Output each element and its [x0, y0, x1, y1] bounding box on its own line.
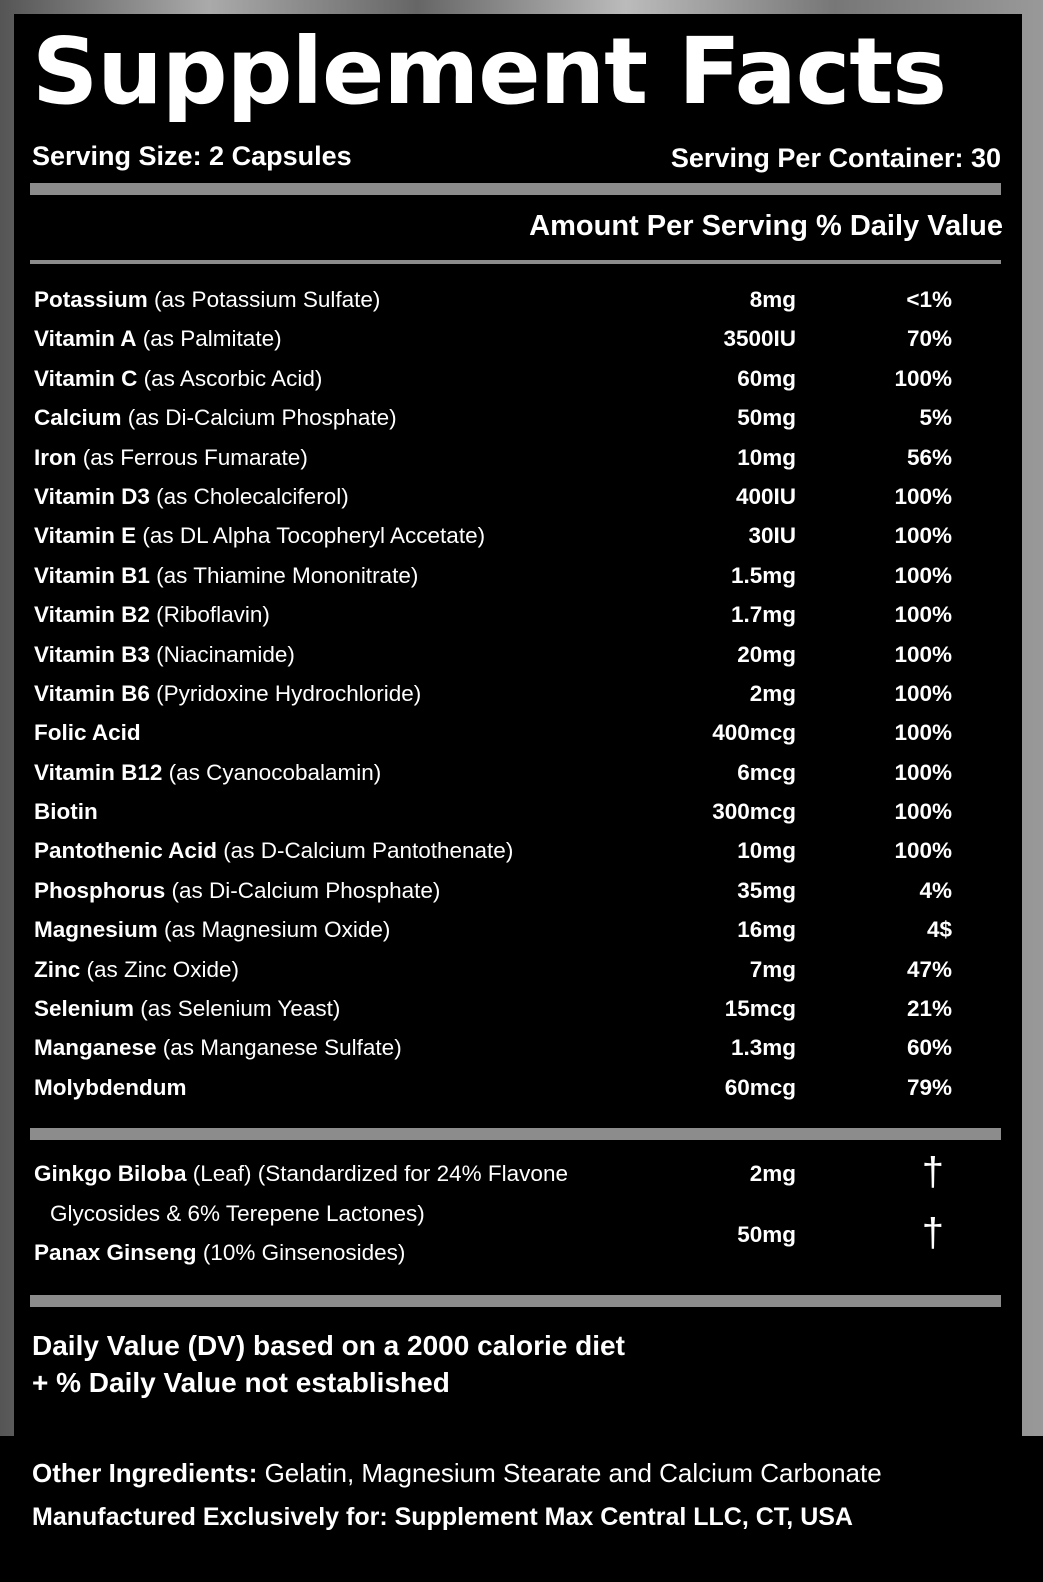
nutrient-amount: 1.3mg — [730, 1035, 796, 1061]
nutrient-amount: 1.7mg — [730, 602, 796, 628]
nutrient-name: Vitamin B12 — [34, 759, 163, 785]
label-title: Supplement Facts — [32, 18, 946, 125]
herb-section — [34, 1150, 974, 1276]
nutrient-name: Potassium — [34, 287, 148, 312]
manufacturer-line: Manufactured Exclusively for: Supplement Max Central LLC, CT, USA — [32, 1503, 853, 1531]
nutrient-daily-value: 5% — [919, 405, 952, 431]
nutrient-daily-value: 100% — [894, 641, 952, 667]
nutrient-daily-value: 100% — [894, 523, 952, 549]
nutrient-row — [34, 1028, 974, 1067]
nutrient-daily-value: 56% — [906, 444, 952, 470]
nutrient-amount: 300mcg — [712, 799, 796, 825]
nutrient-row — [34, 359, 974, 398]
nutrient-name: Vitamin C — [34, 365, 138, 391]
other-ingredients-value: Gelatin, Magnesium Stearate and Calcium Carbonate — [257, 1458, 882, 1488]
nutrient-row — [34, 398, 974, 437]
nutrient-daily-value: 79% — [906, 1074, 952, 1100]
nutrient-amount: 16mg — [737, 917, 796, 943]
nutrient-row — [34, 713, 974, 752]
nutrient-desc: (Niacinamide) — [149, 641, 295, 667]
nutrient-daily-value: 100% — [894, 799, 952, 825]
herb-name: Panax Ginseng — [34, 1240, 197, 1265]
nutrient-amount: 10mg — [737, 838, 796, 864]
nutrient-amount: 2mg — [749, 680, 796, 706]
nutrient-amount: 30IU — [748, 523, 796, 549]
nutrient-name: Manganese — [34, 1035, 157, 1061]
nutrient-amount: 400mcg — [712, 720, 796, 746]
nutrient-daily-value: 47% — [906, 956, 952, 982]
nutrient-name: Vitamin D3 — [34, 483, 150, 509]
daily-value-footnote: Daily Value (DV) based on a 2000 calorie diet — [32, 1330, 625, 1361]
nutrient-name: Vitamin B6 — [34, 680, 150, 706]
serving-size: Serving Size: 2 Capsules — [32, 141, 352, 171]
nutrient-daily-value: 100% — [894, 562, 952, 588]
dagger-mark: † — [921, 1211, 944, 1255]
nutrient-name: Folic Acid — [34, 720, 141, 746]
divider-thick — [30, 183, 1001, 195]
nutrient-row — [34, 595, 974, 634]
nutrient-daily-value: 4$ — [926, 917, 952, 943]
nutrient-desc: (as Cyanocobalamin) — [162, 759, 382, 785]
nutrient-name: Iron — [34, 444, 77, 470]
nutrient-row — [34, 989, 974, 1028]
nutrient-amount: 10mg — [737, 444, 796, 470]
nutrient-amount: 35mg — [737, 877, 796, 903]
nutrient-desc: (as Ferrous Fumarate) — [76, 444, 308, 470]
herb-desc: (Leaf) (Standardized for 24% Flavone — [186, 1161, 568, 1186]
nutrient-desc: (as Ascorbic Acid) — [137, 365, 323, 391]
nutrient-amount: 20mg — [737, 641, 796, 667]
nutrient-name: Selenium — [34, 996, 135, 1022]
divider-thick — [30, 1128, 1001, 1140]
nutrient-name: Vitamin B3 — [34, 641, 150, 667]
nutrient-name: Molybdendum — [34, 1074, 187, 1100]
nutrient-desc: (as Magnesium Oxide) — [157, 917, 391, 943]
nutrient-row — [34, 516, 974, 555]
nutrient-desc: (as Di-Calcium Phosphate) — [121, 405, 397, 431]
nutrient-amount: 3500IU — [723, 326, 796, 352]
herb-row-ginkgo — [34, 1161, 568, 1187]
nutrient-name: Vitamin B1 — [34, 562, 150, 588]
nutrient-amount: 60mg — [737, 365, 796, 391]
herb-amount: 50mg — [737, 1222, 796, 1247]
herb-name: Ginkgo Biloba — [34, 1161, 187, 1186]
nutrient-row — [34, 674, 974, 713]
nutrient-name: Vitamin A — [34, 326, 137, 352]
nutrient-row — [34, 792, 974, 831]
nutrient-daily-value: 100% — [894, 483, 952, 509]
nutrient-desc: (as DL Alpha Tocopheryl Accetate) — [136, 523, 486, 549]
nutrient-desc: (as Di-Calcium Phosphate) — [165, 877, 441, 903]
nutrient-row — [34, 871, 974, 910]
nutrient-amount: 50mg — [737, 405, 796, 431]
nutrient-name: Calcium — [34, 405, 122, 431]
nutrient-name: Pantothenic Acid — [34, 838, 217, 864]
nutrient-row — [34, 556, 974, 595]
divider-thin — [30, 260, 1001, 264]
nutrient-daily-value: <1% — [906, 287, 952, 312]
nutrient-desc: (Riboflavin) — [149, 602, 270, 628]
herb-desc: (10% Ginsenosides) — [196, 1240, 406, 1265]
nutrient-row — [34, 319, 974, 358]
nutrient-row — [34, 477, 974, 516]
nutrient-daily-value: 100% — [894, 838, 952, 864]
nutrient-daily-value: 100% — [894, 759, 952, 785]
herb-row-ginseng — [34, 1240, 405, 1266]
servings-per-container: Serving Per Container: 30 — [670, 143, 1001, 173]
nutrient-desc: (as Manganese Sulfate) — [156, 1035, 402, 1061]
nutrient-row — [34, 831, 974, 870]
nutrient-amount: 1.5mg — [730, 562, 796, 588]
nutrient-daily-value: 21% — [906, 996, 952, 1022]
nutrient-desc: (as Selenium Yeast) — [134, 996, 341, 1022]
herb-desc-continued: Glycosides & 6% Terepene Lactones) — [50, 1201, 425, 1226]
nutrient-row — [34, 438, 974, 477]
divider-thick — [30, 1295, 1001, 1307]
other-ingredients-label: Other Ingredients: — [32, 1458, 258, 1488]
nutrient-row — [34, 1068, 974, 1107]
nutrient-daily-value: 100% — [894, 365, 952, 391]
other-ingredients — [32, 1458, 882, 1489]
amount-header: Amount Per Serving % Daily Value — [529, 210, 1003, 242]
nutrient-amount: 15mcg — [724, 996, 796, 1022]
nutrient-desc: (as Palmitate) — [136, 326, 282, 352]
nutrient-name: Zinc — [34, 956, 81, 982]
nutrient-name: Vitamin B2 — [34, 602, 150, 628]
nutrient-daily-value: 100% — [894, 680, 952, 706]
nutrient-name: Phosphorus — [34, 877, 166, 903]
nutrient-row — [34, 950, 974, 989]
nutrient-amount: 7mg — [749, 956, 796, 982]
not-established-footnote: + % Daily Value not established — [32, 1367, 450, 1398]
nutrient-name: Magnesium — [34, 917, 158, 943]
nutrient-row — [34, 910, 974, 949]
nutrient-amount: 8mg — [749, 287, 796, 312]
nutrient-daily-value: 100% — [894, 602, 952, 628]
nutrient-row — [34, 753, 974, 792]
nutrient-amount: 6mcg — [737, 759, 796, 785]
herb-amount: 2mg — [749, 1161, 796, 1186]
nutrient-daily-value: 100% — [894, 720, 952, 746]
nutrient-row — [34, 280, 974, 319]
nutrient-list — [34, 280, 974, 1107]
nutrient-desc: (Pyridoxine Hydrochloride) — [149, 680, 422, 706]
nutrient-daily-value: 4% — [919, 877, 952, 903]
nutrient-desc: (as Cholecalciferol) — [149, 483, 349, 509]
nutrient-desc: (as Potassium Sulfate) — [147, 287, 381, 312]
nutrient-name: Biotin — [34, 799, 98, 825]
nutrient-name: Vitamin E — [34, 523, 137, 549]
nutrient-desc: (as Zinc Oxide) — [80, 956, 240, 982]
nutrient-desc: (as Thiamine Mononitrate) — [149, 562, 419, 588]
nutrient-row — [34, 635, 974, 674]
nutrient-daily-value: 70% — [906, 326, 952, 352]
dagger-mark: † — [921, 1150, 944, 1194]
nutrient-amount: 60mcg — [724, 1074, 796, 1100]
nutrient-desc: (as D-Calcium Pantothenate) — [216, 838, 514, 864]
nutrient-amount: 400IU — [735, 483, 796, 509]
nutrient-daily-value: 60% — [906, 1035, 952, 1061]
